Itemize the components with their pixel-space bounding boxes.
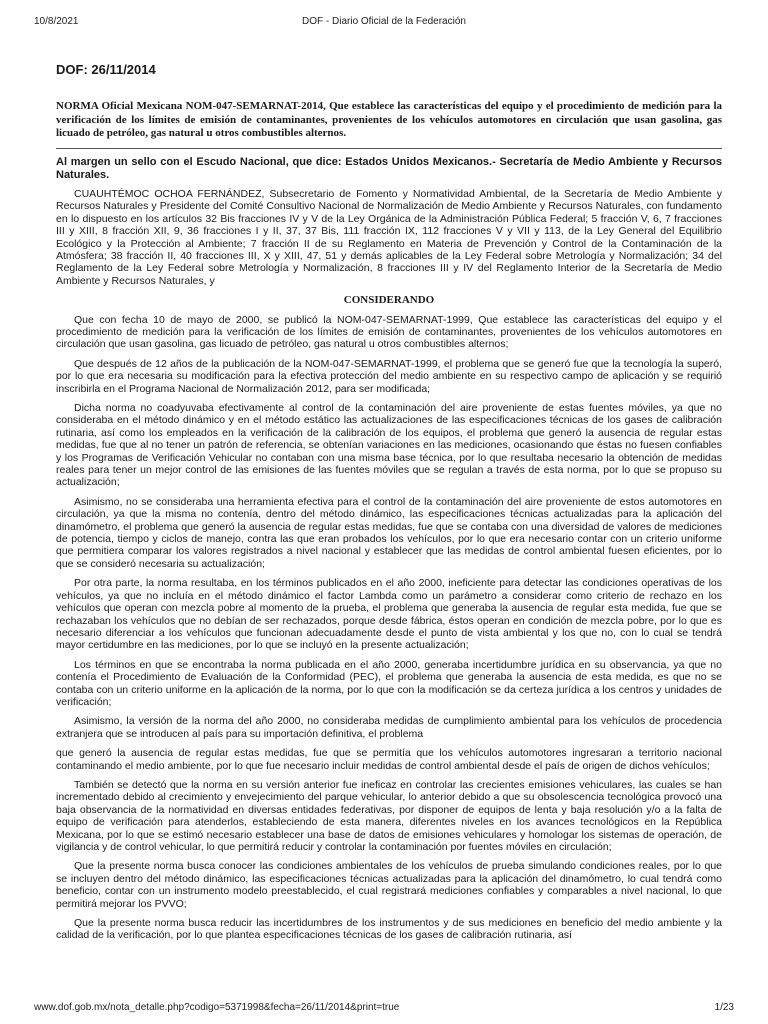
page-number: 1/23 — [714, 1002, 734, 1013]
paragraph-5: Por otra parte, la norma resultaba, en los términos publicados en el año 2000, ineficiente para detectar las condiciones operativas de los vehículos, ya que no incluía en el método dinámico el factor Lambda como un parámetro a considerar como criterio de rechazo en los vehículos que operan con mezcla pobre al momento de la prueba, el problema que generaba la ausencia de regular esta medida, fue que se rechazaban los vehículos que no debían de ser rechazados, porque desde fábrica, éstos operan en condición de mezcla pobre, por lo que es necesario diferenciar a los vehículos que funcionan adecuadamente desde el punto de vista ambiental y los que no, con lo cual se tendrá mayor certidumbre en las mediciones, por lo que se incluyó en la presente actualización; — [56, 577, 722, 652]
norma-title: NORMA Oficial Mexicana NOM-047-SEMARNAT-2014, Que establece las características del equipo y el procedimiento de medición para la verificación de los límites de emisión de contaminantes, provenientes de los vehículos automotores en circulación que usan gasolina, gas licuado de petróleo, gas natural u otros combustibles alternos. — [56, 100, 722, 149]
paragraph-2: Que después de 12 años de la publicación de la NOM-047-SEMARNAT-1999, el problema que se generó fue que la tecnología la superó, por lo que era necesaria su modificación para la efectiva protección del medio ambiente en su respectivo campo de aplicación y se requirió inscribirla en el Programa Nacional de Normalización 2012, para ser modificada; — [56, 357, 722, 395]
document-body — [56, 64, 722, 949]
paragraph-10: Que la presente norma busca reducir las incertidumbres de los instrumentos y de sus mediciones en beneficio del medio ambiente y la calidad de la verificación, por lo que plantea especificaciones técnicas de los gases de calibración rutinaria, así — [56, 917, 722, 942]
paragraph-7: Asimismo, la versión de la norma del año 2000, no consideraba medidas de cumplimiento ambiental para los vehículos de procedencia extranjera que se introducen al país para su importación definitiva, el problema — [56, 715, 722, 740]
paragraph-1: Que con fecha 10 de mayo de 2000, se publicó la NOM-047-SEMARNAT-1999, Que establece las características del equipo y el procedimiento de medición para la verificación de los límites de emisión de contaminantes, provenientes de los vehículos automotores en circulación que usan gasolina, gas licuado de petróleo, gas natural u otros combustibles alternos; — [56, 313, 722, 351]
paragraph-4: Asimismo, no se consideraba una herramienta efectiva para el control de la contaminación del aire proveniente de estos automotores en circulación, ya que la misma no contenía, dentro del método dinámico, las especificaciones técnicas actualizadas para la aplicación del dinamómetro, el problema que generó la ausencia de regular estas medidas, fue que se contaba con una diversidad de valores de mediciones de potencia, tiempo y ciclos de manejo, contra las que eran probados los vehículos, por lo que era necesario contar con un criterio uniforme que permitiera comparar los valores registrados a nivel nacional y establecer que las medidas de control ambiental fuesen eficientes, por lo que se consideró necesaria su actualización; — [56, 495, 722, 570]
margin-note: Al margen un sello con el Escudo Nacional, que dice: Estados Unidos Mexicanos.- Secretaría de Medio Ambiente y Recursos Naturales. — [56, 155, 722, 182]
paragraph-3: Dicha norma no coadyuvaba efectivamente al control de la contaminación del aire proveniente de estas fuentes móviles, ya que no consideraba en el método dinámico y en el método estático las actualizaciones de las especificaciones técnicas de los gases de calibración rutinaria, así como los empleados en la verificación de la calibración de los equipos, el problema que generó la ausencia de regular estas medidas, fue que al no tener un patrón de referencia, se obtenían variaciones en las mediciones, ocasionando que éstas no fuesen confiables y los Programas de Verificación Vehicular no contaban con una misma base técnica, por lo que resultaba necesario la obtención de medidas reales para tener un mejor control de las emisiones de las fuentes móviles que se regulan a través de esta norma, por lo que se propuso su actualización; — [56, 402, 722, 489]
paragraph-8: También se detectó que la norma en su versión anterior fue ineficaz en controlar las crecientes emisiones vehiculares, las cuales se han incrementado debido al crecimiento y envejecimiento del parque vehicular, lo anterior debido a que su obsolescencia tecnológica provocó una baja observancia de la normatividad en diversas entidades federativas, por disponer de equipos de lenta y baja resolución y/o a la falta de equipo de verificación para atenderlos, estableciendo de esta manera, diferentes niveles en los avances tecnológicos en la República Mexicana, por lo que se estimó necesario establecer una base de datos de emisiones vehiculares y homologar los sistemas de operación, de vigilancia y de control vehicular, lo que permitirá reducir y controlar la contaminación por fuentes móviles en circulación; — [56, 778, 722, 853]
print-header — [34, 16, 734, 30]
print-page-title: DOF - Diario Oficial de la Federación — [302, 16, 466, 27]
page-url: www.dof.gob.mx/nota_detalle.php?codigo=5371998&fecha=26/11/2014&print=true — [34, 1002, 400, 1013]
print-footer — [34, 1002, 734, 1016]
considerando-heading: CONSIDERANDO — [343, 294, 435, 307]
dof-publication-date: DOF: 26/11/2014 — [56, 62, 156, 77]
paragraph-9: Que la presente norma busca conocer las condiciones ambientales de los vehículos de prueba simulando condiciones reales, por lo que se incluyen dentro del método dinámico, las especificaciones técnicas actualizadas para la aplicación del dinamómetro, lo cual tendrá como beneficio, contar con un instrumento modelo preestablecido, el cual registrará mediciones confiables y comparables a nivel nacional, lo que permitirá mejorar los PVVO; — [56, 860, 722, 910]
paragraph-7-continued: que generó la ausencia de regular estas medidas, fue que se permitía que los vehículos automotores ingresaran a territorio nacional contaminando el medio ambiente, por lo que fue necesario incluir medidas de control ambiental desde el país de origen de dichos vehículos; — [56, 747, 722, 772]
paragraph-6: Los términos en que se encontraba la norma publicada en el año 2000, generaba incertidumbre jurídica en su observancia, ya que no contenía el Procedimiento de Evaluación de la Conformidad (PEC), el problema que generaba la ausencia de esta medida, es que no se contaba con un criterio uniforme en la aplicación de la norma, por lo que con la modificación se da certeza jurídica a los centros y unidades de verificación; — [56, 658, 722, 708]
intro-paragraph: CUAUHTÉMOC OCHOA FERNÁNDEZ, Subsecretario de Fomento y Normatividad Ambiental, de la Secretaría de Medio Ambiente y Recursos Naturales y Presidente del Comité Consultivo Nacional de Normalización de Medio Ambiente y Recursos Naturales, con fundamento en lo dispuesto en los artículos 32 Bis fracciones IV y V de la Ley Orgánica de la Administración Pública Federal; 5 fracción V, 6, 7 fracciones III y XIII, 8 fracción XII, 9, 36 fracciones I y II, 37, 37 Bis, 111 fracción IX, 112 fracciones V y VII y 113, de la Ley General del Equilibrio Ecológico y la Protección al Ambiente; 7 fracción II de su Reglamento en Materia de Prevención y Control de la Contaminación de la Atmósfera; 38 fracción II, 40 fracciones III, X y XIII, 47, 51 y demás aplicables de la Ley Federal sobre Metrología y Normalización; 34 del Reglamento de la Ley Federal sobre Metrología y Normalización, 8 fracciones III y IV del Reglamento Interior de la Secretaría de Medio Ambiente y Recursos Naturales, y — [56, 187, 722, 287]
print-date: 10/8/2021 — [34, 16, 79, 27]
